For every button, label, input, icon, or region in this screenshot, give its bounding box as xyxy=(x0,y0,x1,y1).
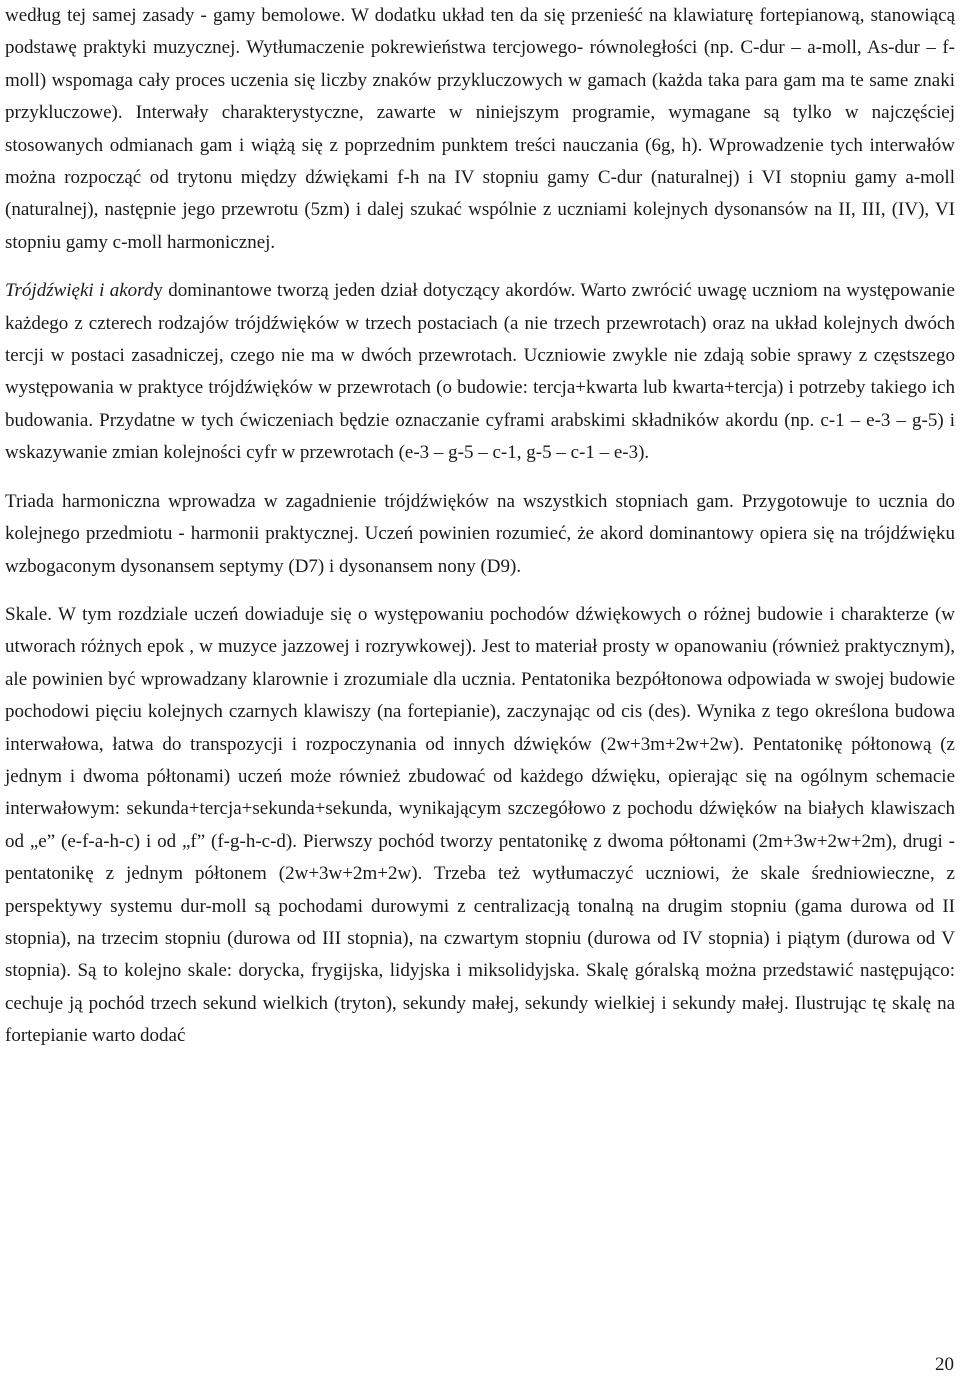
paragraph-text: Skale. W tym rozdziale uczeń dowiaduje się o występowaniu pochodów dźwiękowych o różnej budowie i charakterze (w utworach różnych epok , w muzyce jazzowej i rozrywkowej). Jest to materiał prosty w opanowaniu (również praktycznym), ale powinien być wprowadzany klarownie i zrozumiale dla ucznia. Pentatonika bezpółtonowa odpowiada w swojej budowie pochodowi pięciu kolejnych czarnych klawiszy (na fortepianie), zaczynając od cis (des). Wynika z tego określona budowa interwałowa, łatwa do transpozycji i rozpoczynania od innych dźwięków (2w+3m+2w+2w). Pentatonikę półtonową (z jednym i dwoma półtonami) uczeń może również zbudować od każdego dźwięku, opierając się na ogólnym schemacie interwałowym: sekunda+tercja+sekunda+sekunda, wynikającym szczegółowo z pochodu dźwięków na białych klawiszach od „e” (e-f-a-h-c) i od „f” (f-g-h-c-d). Pierwszy pochód tworzy pentatonikę z dwoma półtonami (2m+3w+2w+2m), drugi - pentatonikę z jednym półtonem (2w+3w+2m+2w). Trzeba też wytłumaczyć uczniowi, że skale średniowieczne, z perspektywy systemu dur-moll są pochodami durowymi z centralizacją tonalną na drugim stopniu (gama durowa od II stopnia), na trzecim stopniu (durowa od III stopnia), na czwartym stopniu (durowa od IV stopnia) i piątym (durowa od V stopnia). Są to kolejno skale: dorycka, frygijska, lidyjska i miksolidyjska. Skalę góralską można przedstawić następująco: cechuje ją pochód trzech sekund wielkich (tryton), sekundy małej, sekundy wielkiej i sekundy małej. Ilustrując tę skalę na fortepianie warto dodać xyxy=(5,603,955,1047)
paragraph-text: według tej samej zasady - gamy bemolowe. W dodatku układ ten da się przenieść na klawiaturę fortepianową, stanowiącą podstawę praktyki muzycznej. Wytłumaczenie pokrewieństwa tercjowego- równoległości (np. C-dur – a-moll, As-dur – f-moll) wspomaga cały proces uczenia się liczby znaków przykluczowych w gamach (każda taka para gam ma te same znaki przykluczowe). Interwały charakterystyczne, zawarte w niniejszym programie, wymagane są tylko w najczęściej stosowanych odmianach gam i wiążą się z poprzednim punktem treści nauczania (6g, h). Wprowadzenie tych interwałów można rozpocząć od trytonu między dźwiękami f-h na IV stopniu gamy C-dur (naturalnej) i VI stopniu gamy a-moll (naturalnej), następnie jego przewrotu (5zm) i dalej szukać wspólnie z uczniami kolejnych dysonansów na II, III, (IV), VI stopniu gamy c-moll harmonicznej. xyxy=(5,5,955,253)
paragraph-triads-chords xyxy=(5,275,955,469)
paragraph-text: Triada harmoniczna wprowadza w zagadnienie trójdźwięków na wszystkich stopniach gam. Przygotowuje to ucznia do kolejnego przedmiotu - harmonii praktycznej. Uczeń powinien rozumieć, że akord dominantowy opiera się na trójdźwięku wzbogaconym dysonansem septymy (D7) i dysonansem nony (D9). xyxy=(5,490,955,577)
paragraph-scales xyxy=(5,599,955,1053)
paragraph-text: y dominantowe tworzą jeden dział dotyczący akordów. Warto zwrócić uwagę uczniom na występowanie każdego z czterech rodzajów trójdźwięków w trzech postaciach (a nie trzech przewrotach) oraz na układ kolejnych dwóch tercji w postaci zasadniczej, czego nie ma w dwóch przewrotach. Uczniowie zwykle nie zdają sobie sprawy z częstszego występowania w praktyce trójdźwięków w przewrotach (o budowie: tercja+kwarta lub kwarta+tercja) i potrzeby takiego ich budowania. Przydatne w tych ćwiczeniach będzie oznaczanie cyframi arabskimi składników akordu (np. c-1 – e-3 – g-5) i wskazywanie zmian kolejności cyfr w przewrotach (e-3 – g-5 – c-1, g-5 – c-1 – e-3). xyxy=(5,280,955,464)
document-body xyxy=(5,0,955,1053)
paragraph-harmonic-triad xyxy=(5,486,955,583)
page-number: 20 xyxy=(935,1354,954,1375)
section-heading-triads: Trójdźwięki i akord xyxy=(5,280,154,302)
paragraph-scales-intervals xyxy=(5,0,955,259)
